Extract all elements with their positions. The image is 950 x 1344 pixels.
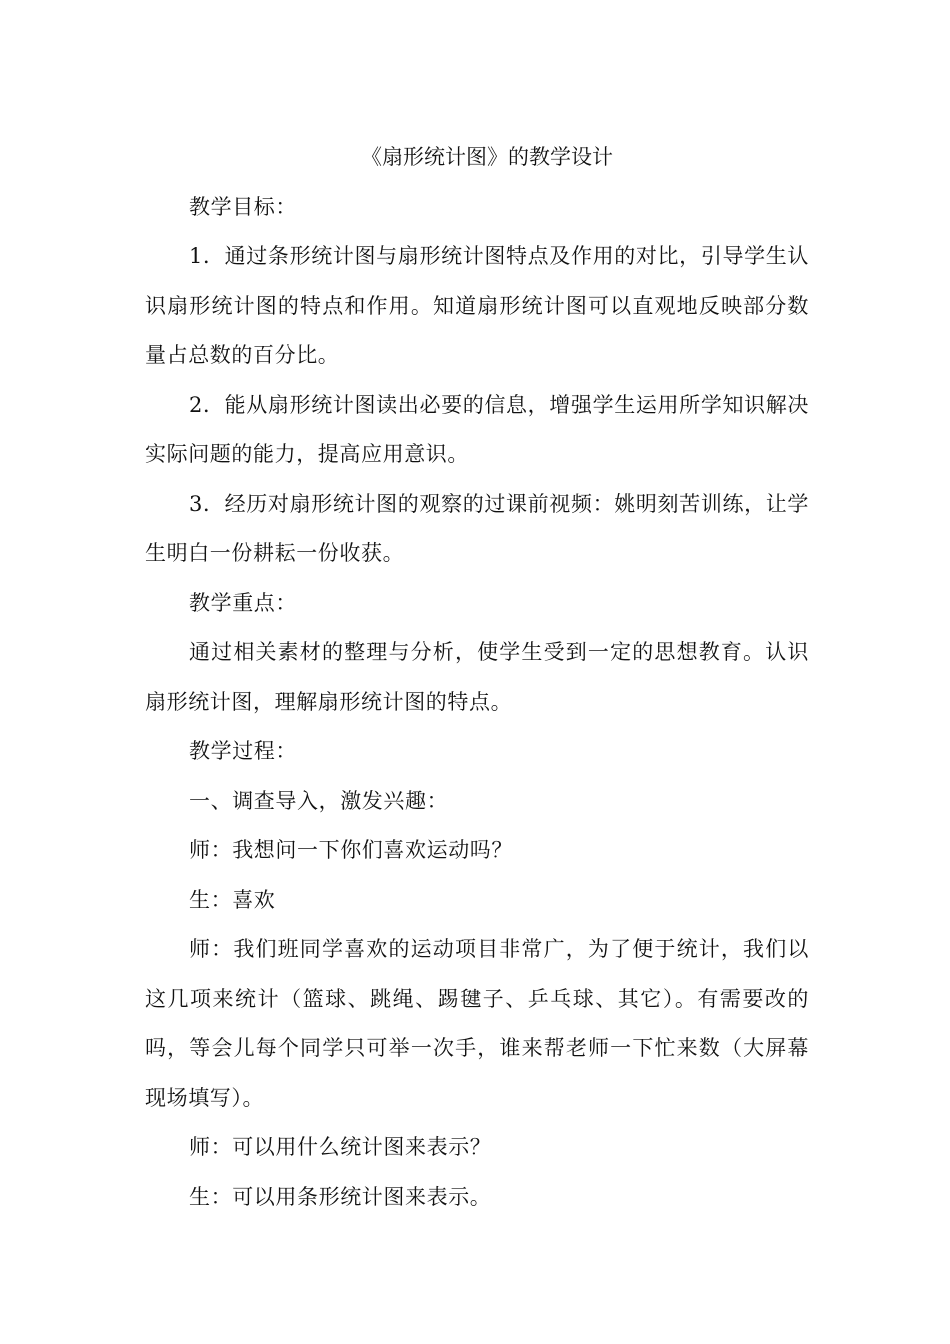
dialogue-student-2: 生：可以用条形统计图来表示。 — [189, 1184, 492, 1209]
goal-1-paragraph: 1．通过条形统计图与扇形统计图特点及作用的对比，引导学生认识扇形统计图的特点和作用。知道扇形统计图可以直观地反映部分数量占总数的百分比。 — [145, 244, 809, 367]
dialogue-teacher-3: 师：可以用什么统计图来表示？ — [189, 1135, 492, 1159]
focus-paragraph: 通过相关素材的整理与分析，使学生受到一定的思想教育。认识扇形统计图，理解扇形统计图的特点。 — [145, 640, 809, 714]
dialogue-teacher-2: 师：我们班同学喜欢的运动项目非常广，为了便于统计，我们以这几项来统计（篮球、跳绳、踢毽子、乒乓球、其它）。有需要改的吗，等会儿每个同学只可举一次手，谁来帮老师一下忙来数（大屏幕现场填写）。 — [145, 937, 809, 1110]
heading-teaching-goals: 教学目标： — [189, 194, 297, 219]
heading-teaching-process: 教学过程： — [189, 739, 297, 763]
goal-3-paragraph: 3．经历对扇形统计图的观察的过课前视频：姚明刻苦训练，让学生明白一份耕耘一份收获。 — [145, 491, 809, 565]
dialogue-student-1: 生：喜欢 — [189, 887, 276, 912]
goal-2-paragraph: 2．能从扇形统计图读出必要的信息，增强学生运用所学知识解决实际问题的能力，提高应用意识。 — [145, 392, 809, 466]
section-1-heading: 一、调查导入，激发兴趣： — [189, 788, 449, 813]
document-body — [145, 133, 809, 1222]
heading-teaching-focus: 教学重点： — [189, 590, 297, 615]
document-title: 《扇形统计图》的教学设计 — [361, 145, 613, 169]
dialogue-teacher-1: 师：我想问一下你们喜欢运动吗？ — [189, 838, 513, 862]
